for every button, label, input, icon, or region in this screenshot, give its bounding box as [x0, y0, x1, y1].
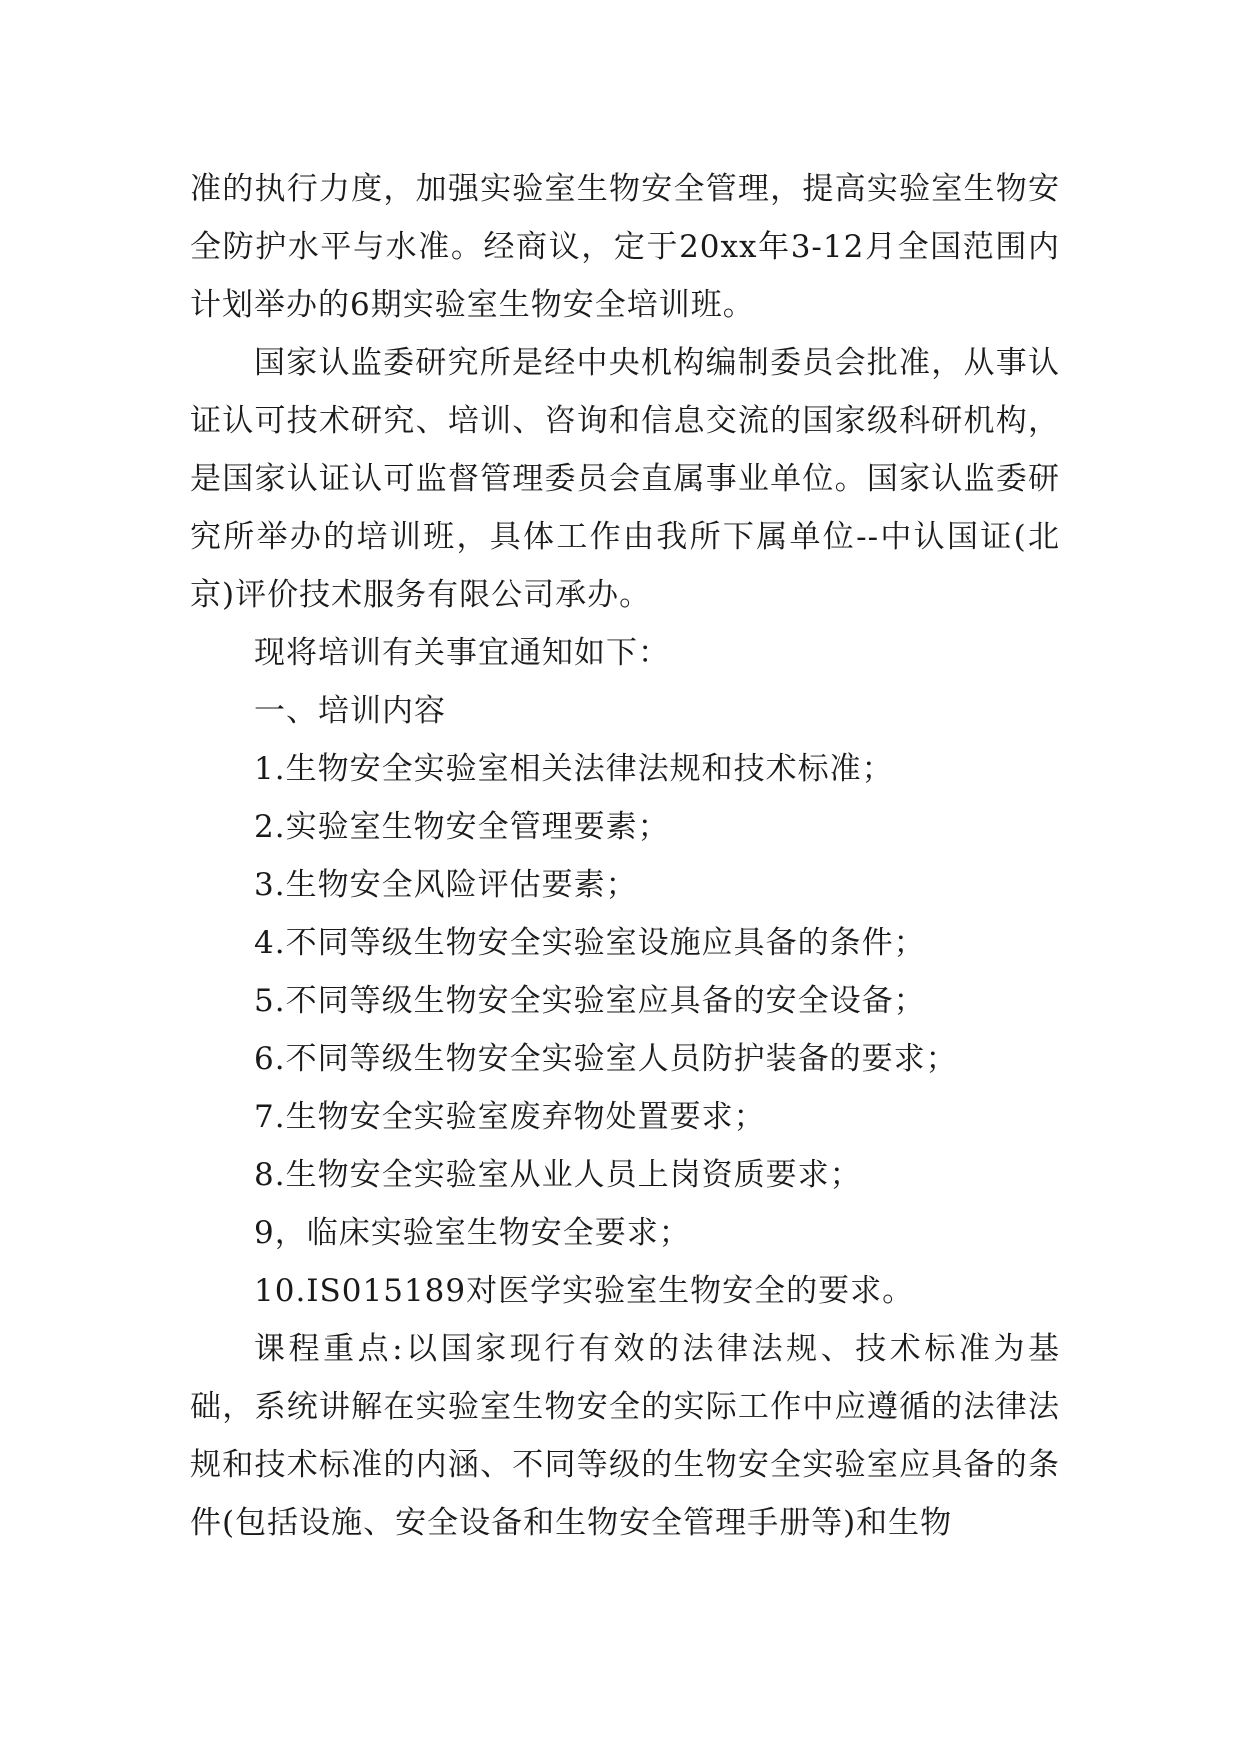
section-heading-training-content: 一、培训内容 — [254, 693, 446, 729]
paragraph-continuation: 准的执行力度，加强实验室生物安全管理，提高实验室生物安全防护水平与水准。经商议，定于20xx年3-12月全国范围内计划举办的6期实验室生物安全培训班。 — [190, 171, 1060, 323]
document-body — [190, 160, 1060, 1552]
list-item: 5.不同等级生物安全实验室应具备的安全设备； — [254, 983, 926, 1019]
list-item: 4.不同等级生物安全实验室设施应具备的条件； — [254, 925, 926, 961]
paragraph-notice-intro: 现将培训有关事宜通知如下： — [254, 635, 670, 671]
paragraph-course-focus: 课程重点:以国家现行有效的法律法规、技术标准为基础，系统讲解在实验室生物安全的实际工作中应遵循的法律法规和技术标准的内涵、不同等级的生物安全实验室应具备的条件(包括设施、安全设备和生物安全管理手册等)和生物 — [190, 1331, 1060, 1541]
list-item: 10.IS015189对医学实验室生物安全的要求。 — [254, 1273, 915, 1309]
list-item: 6.不同等级生物安全实验室人员防护装备的要求； — [254, 1041, 958, 1077]
list-item: 8.生物安全实验室从业人员上岗资质要求； — [254, 1157, 862, 1193]
list-item: 7.生物安全实验室废弃物处置要求； — [254, 1099, 766, 1135]
paragraph-institute-intro: 国家认监委研究所是经中央机构编制委员会批准，从事认证认可技术研究、培训、咨询和信息交流的国家级科研机构，是国家认证认可监督管理委员会直属事业单位。国家认监委研究所举办的培训班，具体工作由我所下属单位--中认国证(北京)评价技术服务有限公司承办。 — [190, 345, 1060, 613]
list-item: 9，临床实验室生物安全要求； — [254, 1215, 691, 1251]
list-item: 2.实验室生物安全管理要素； — [254, 809, 670, 845]
list-item: 3.生物安全风险评估要素； — [254, 867, 638, 903]
list-item: 1.生物安全实验室相关法律法规和技术标准； — [254, 751, 894, 787]
